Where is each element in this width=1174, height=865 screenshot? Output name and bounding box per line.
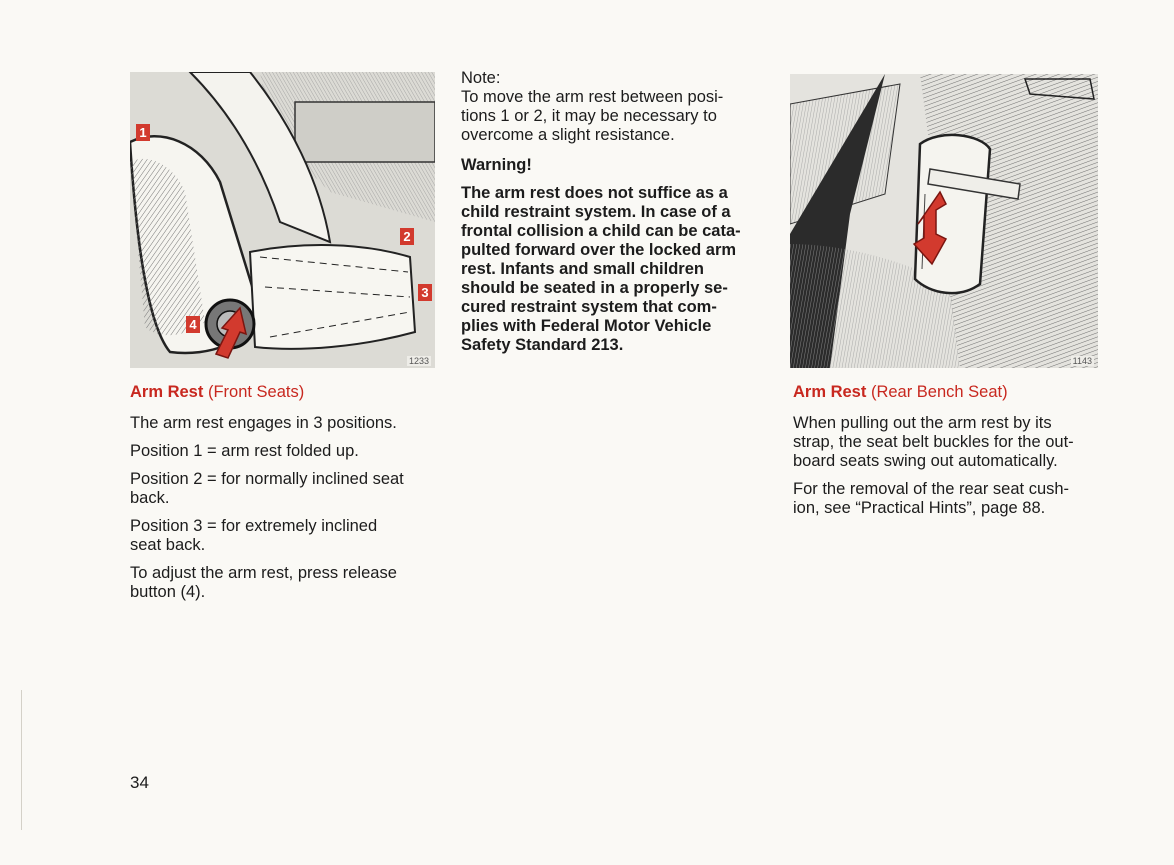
paragraph (130, 517, 440, 555)
heading-rest: (Front Seats) (203, 383, 305, 401)
front-seats-section (130, 383, 440, 611)
warning-text (461, 184, 761, 355)
note-line: Note: (461, 69, 501, 87)
note-block (461, 69, 761, 145)
rear-armrest-illustration (790, 74, 1098, 368)
warning-line: cured restraint system that com- (461, 298, 717, 316)
paragraph (130, 470, 440, 508)
note-warning-section (461, 69, 761, 364)
front-armrest-illustration (130, 72, 435, 368)
text-line: When pulling out the arm rest by its (793, 414, 1052, 432)
text-line: For the removal of the rear seat cush- (793, 480, 1070, 498)
text-line: strap, the seat belt buckles for the out- (793, 433, 1074, 451)
paragraph (130, 414, 440, 433)
figure-code-rear: 1143 (1072, 356, 1092, 366)
warning-line: plies with Federal Motor Vehicle (461, 317, 712, 335)
warning-line: rest. Infants and small children (461, 260, 704, 278)
rear-bench-heading (793, 383, 1093, 402)
warning-line: The arm rest does not suffice as a (461, 184, 728, 202)
text-line: To adjust the arm rest, press release (130, 564, 397, 582)
note-line: tions 1 or 2, it may be necessary to (461, 107, 717, 125)
note-line: To move the arm rest between posi- (461, 88, 724, 106)
paragraph (130, 442, 440, 461)
paragraph (793, 480, 1093, 518)
front-armrest-drawing (130, 72, 435, 368)
callout-2: 2 (403, 229, 411, 244)
heading-bold: Arm Rest (793, 383, 867, 401)
rear-armrest-drawing (790, 74, 1098, 368)
warning-line: Safety Standard 213. (461, 336, 624, 354)
text-line: Position 1 = arm rest folded up. (130, 442, 359, 460)
page-edge-line (21, 690, 22, 830)
page-number: 34 (130, 773, 149, 792)
warning-title: Warning! (461, 156, 532, 174)
warning-line: child restraint system. In case of a (461, 203, 731, 221)
callout-4: 4 (189, 317, 197, 332)
figure-code-front: 1233 (408, 356, 429, 366)
front-seats-heading (130, 383, 440, 402)
paragraph (130, 564, 440, 602)
text-line: seat back. (130, 536, 206, 554)
paragraph (793, 414, 1093, 471)
warning-line: frontal collision a child can be cata- (461, 222, 741, 240)
text-line: button (4). (130, 583, 206, 601)
heading-rest: (Rear Bench Seat) (866, 383, 1008, 401)
text-line: The arm rest engages in 3 positions. (130, 414, 397, 432)
heading-bold: Arm Rest (130, 383, 204, 401)
warning-line: pulted forward over the locked arm (461, 241, 737, 259)
note-line: overcome a slight resistance. (461, 126, 675, 144)
text-line: board seats swing out automatically. (793, 452, 1058, 470)
text-line: Position 3 = for extremely inclined (130, 517, 378, 535)
text-line: Position 2 = for normally inclined seat (130, 470, 404, 488)
warning-line: should be seated in a properly se- (461, 279, 728, 297)
callout-3: 3 (421, 285, 429, 300)
text-line: back. (130, 489, 170, 507)
text-line: ion, see “Practical Hints”, page 88. (793, 499, 1046, 517)
rear-bench-section (793, 383, 1093, 527)
callout-1: 1 (139, 125, 147, 140)
